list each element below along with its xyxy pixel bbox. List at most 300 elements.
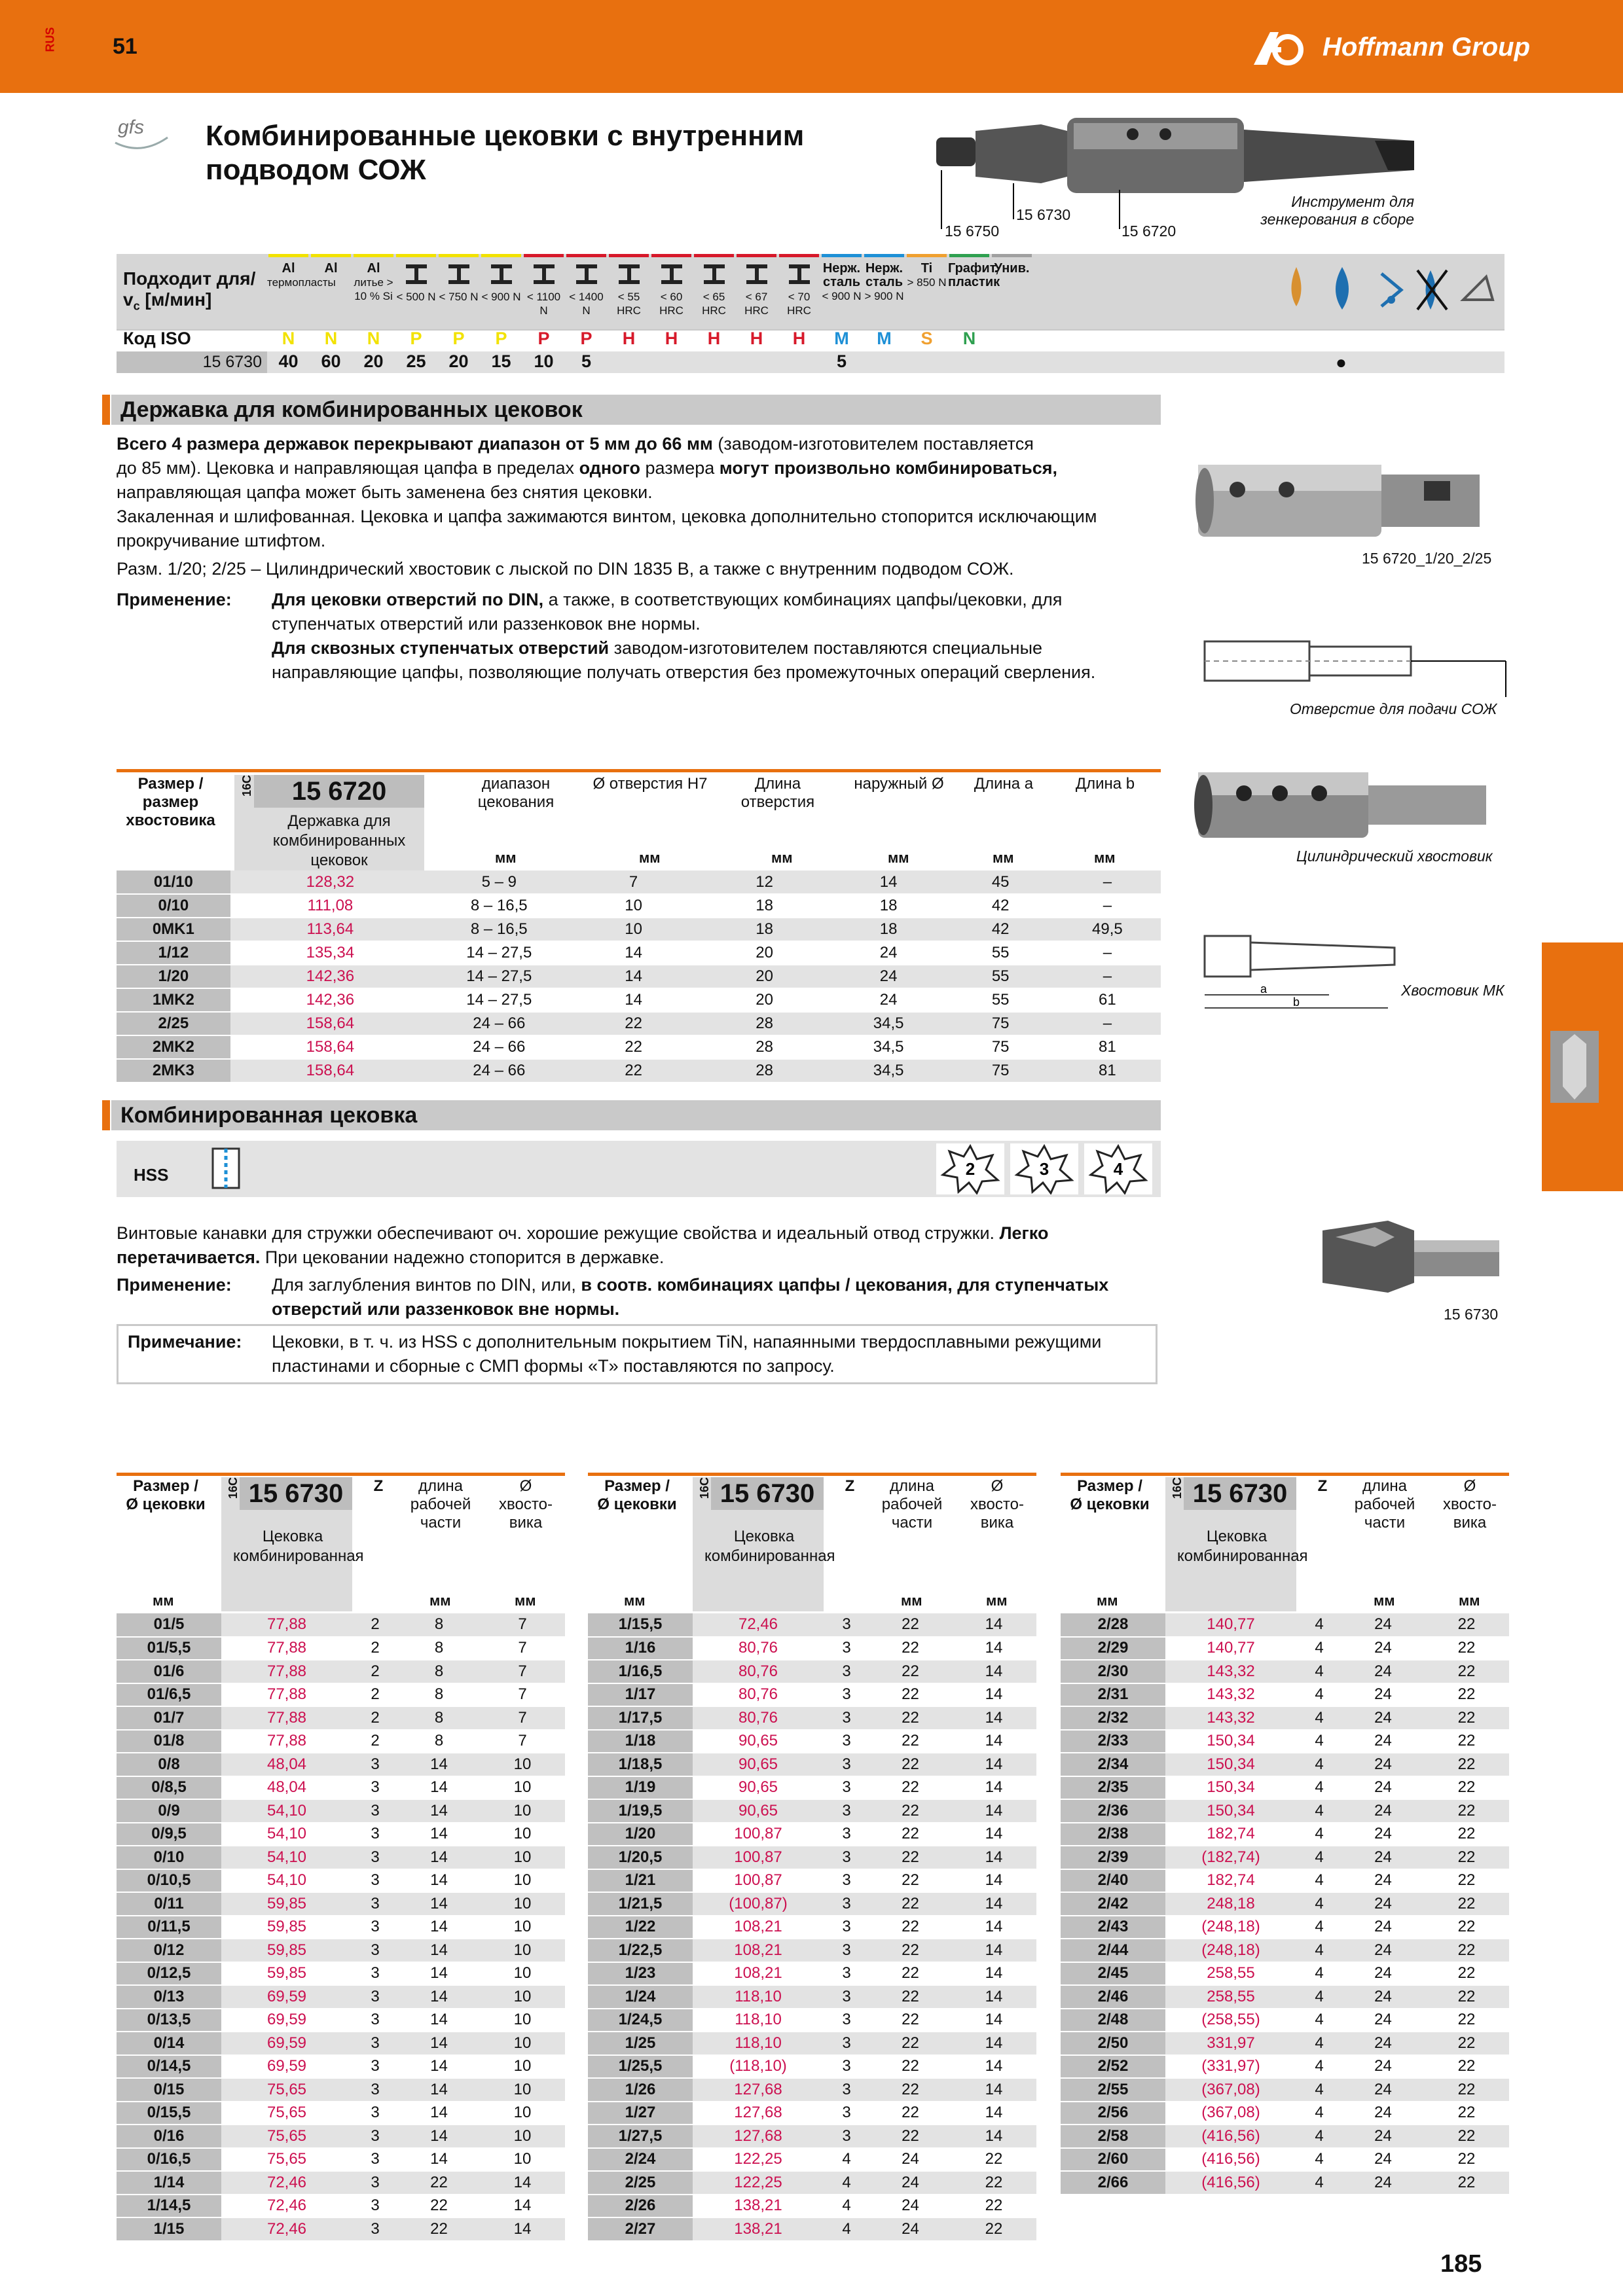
iso-label: Код ISO [123,329,191,348]
value-cell: 24 [1342,1799,1424,1823]
value-cell: 22 [869,1706,951,1730]
price-cell: 90,65 [693,1753,824,1776]
size-cell: 2/25 [588,2171,693,2195]
dry-icon [1417,270,1447,310]
size-cell: 2/38 [1061,1823,1165,1846]
table-row [588,1730,1036,1753]
chapter-number: 51 [113,34,137,59]
svg-text:3: 3 [1039,1159,1049,1179]
size-cell: 0/15,5 [117,2102,221,2125]
cutter-table-header: Размер / Ø цековки 16C 15 6730 Цековка комбинированная Z длина рабочей части Ø хвосто- вика мм мм мм [588,1476,1036,1613]
value-cell: 22 [1424,1939,1509,1962]
value-cell: 14 [398,2055,480,2079]
value-cell: 3 [352,1799,398,1823]
value-cell: 22 [1424,1776,1509,1800]
price-cell: 69,59 [221,2032,352,2055]
value-cell: 42 [947,918,1054,941]
price-cell: 100,87 [693,1823,824,1846]
value-cell: 4 [1296,1613,1342,1637]
table-row [1061,1823,1509,1846]
table-row [117,1799,565,1823]
size-cell: 0/8,5 [117,1776,221,1800]
value-cell: 22 [869,1823,951,1846]
value-cell: 10 [480,1823,565,1846]
value-cell: 14 [951,1637,1036,1660]
material-column: Al [324,261,338,276]
value-cell: 24 [1342,2148,1424,2172]
table-row [1061,1776,1509,1800]
material-color-bar [311,254,351,257]
table-row [117,1985,565,2009]
table-row [117,965,1161,988]
value-cell: 14 [568,941,699,965]
size-cell: 0/14 [117,2032,221,2055]
value-cell: 10 [480,2078,565,2102]
price-cell: (182,74) [1165,1846,1296,1869]
value-cell: 3 [352,1985,398,2009]
value-cell: 14 [398,1823,480,1846]
price-cell: 158,64 [230,1059,430,1083]
price-cell: 127,68 [693,2078,824,2102]
value-cell: 18 [699,894,830,918]
material-column: < 750 N [437,262,480,304]
size-cell: 1MK2 [117,988,230,1012]
value-cell: 75 [947,1035,1054,1059]
price-cell: 128,32 [230,870,430,894]
mk-shank-drawing [1198,923,1460,1021]
header-bar [0,0,1623,93]
value-cell: 14 [951,1962,1036,1986]
table-row [117,2032,565,2055]
size-cell: 1/19 [588,1776,693,1800]
cutting-speed: 10 [534,351,554,371]
value-cell: 22 [1424,1637,1509,1660]
steel-profile-icon [446,262,472,287]
value-cell: 4 [1296,1730,1342,1753]
value-cell: 4 [1296,1683,1342,1707]
steel-profile-icon [403,262,429,287]
value-cell: 22 [568,1012,699,1035]
value-cell: 34,5 [830,1035,947,1059]
value-cell: 3 [352,1892,398,1916]
value-cell: 3 [352,2009,398,2032]
value-cell: 10 [480,1869,565,1893]
product-name: Державка для комбинированных цековок [254,812,424,870]
size-cell: 2/29 [1061,1637,1165,1660]
value-cell: 7 [480,1637,565,1660]
table-row [117,1059,1161,1083]
value-cell: 10 [480,1753,565,1776]
value-cell: 3 [824,2032,869,2055]
value-cell: 22 [869,2032,951,2055]
value-cell: 24 [1342,1753,1424,1776]
value-cell: 3 [352,2148,398,2172]
page-title: Комбинированные цековки с внутренним подводом СОЖ [206,120,805,186]
price-cell: 69,59 [221,2009,352,2032]
price-cell: 108,21 [693,1939,824,1962]
material-color-bar [268,254,308,257]
size-cell: 2/27 [588,2217,693,2241]
price-cell: 59,85 [221,1962,352,1986]
iso-code: P [410,329,422,348]
table-row [1061,1869,1509,1893]
value-cell: 22 [1424,1985,1509,2009]
iso-code: H [750,329,763,348]
value-cell: 24 [869,2148,951,2172]
size-cell: 2/55 [1061,2078,1165,2102]
value-cell: 24 [1342,1730,1424,1753]
material-column: < 500 N [395,262,437,304]
table-row [117,918,1161,941]
table-row [117,2055,565,2079]
price-cell: 75,65 [221,2078,352,2102]
value-cell: 20 [699,965,830,988]
value-cell: 7 [480,1706,565,1730]
value-cell: 14 [951,2102,1036,2125]
table-row [117,1035,1161,1059]
price-cell: 48,04 [221,1753,352,1776]
value-cell: 22 [1424,1753,1509,1776]
value-cell: 3 [824,2078,869,2102]
value-cell: 3 [824,1799,869,1823]
value-cell: 3 [352,1846,398,1869]
table-row [588,1916,1036,1939]
value-cell: 24 – 66 [430,1035,568,1059]
iso-code: P [452,329,465,348]
table-row [117,1846,565,1869]
table-row [1061,2055,1509,2079]
value-cell: 24 [1342,1892,1424,1916]
iso-code: M [834,329,849,348]
value-cell: 22 [1424,2171,1509,2195]
price-cell: (331,97) [1165,2055,1296,2079]
value-cell: 8 [398,1730,480,1753]
value-cell: 28 [699,1059,830,1083]
value-cell: 22 [568,1059,699,1083]
price-cell: 111,08 [230,894,430,918]
table-row [588,1869,1036,1893]
value-cell: 14 [398,2032,480,2055]
value-cell: 3 [352,2125,398,2148]
size-cell: 01/5,5 [117,1637,221,1660]
value-cell: 55 [947,941,1054,965]
size-cell: 0/9,5 [117,1823,221,1846]
material-color-bar [354,254,393,257]
size-cell: 2/39 [1061,1846,1165,1869]
value-cell: 24 [1342,2078,1424,2102]
value-cell: 20 [699,941,830,965]
value-cell: 14 [951,1846,1036,1869]
table-row [588,2102,1036,2125]
price-cell: (367,08) [1165,2078,1296,2102]
value-cell: 3 [352,1939,398,1962]
table-row [588,2171,1036,2195]
size-cell: 0/13,5 [117,2009,221,2032]
iso-code: N [367,329,380,348]
holder-table-header: Размер / размер хвостовика 16C 15 6720 Державка для комбинированных цековок диапазон цекования Ø отверстия H7 Длина отверстия наружный Ø Длина a Длина b мм мм мм мм мм мм [117,772,1161,870]
value-cell: 3 [824,2125,869,2148]
value-cell: 4 [1296,2009,1342,2032]
material-column: < 55 HRC [608,262,650,317]
value-cell: 10 [480,1892,565,1916]
value-cell: 4 [1296,2148,1342,2172]
material-column: Ti > 850 N [907,261,947,289]
table-row [1061,1683,1509,1707]
table-row [117,1939,565,1962]
col-len-a: Длина a [974,775,1034,793]
material-column: < 67 HRC [735,262,778,317]
value-cell: 14 [951,2032,1036,2055]
price-cell: 143,32 [1165,1706,1296,1730]
size-cell: 2/45 [1061,1962,1165,1986]
value-cell: 14 – 27,5 [430,988,568,1012]
value-cell: 14 [398,1799,480,1823]
price-cell: 142,36 [230,988,430,1012]
table-row [117,2009,565,2032]
value-cell: 3 [824,1985,869,2009]
table-row [117,1637,565,1660]
value-cell: 4 [1296,1799,1342,1823]
value-cell: 4 [1296,1985,1342,2009]
table-row [117,2148,565,2172]
holder-description: Всего 4 размера державок перекрывают диапазон от 5 мм до 66 мм (заводом-изготовителем поставляется до 85 мм). Цековка и направляющая цапфа в пределах одного размера могут произвольно комбинироваться, направляющая цапфа может быть заменена без снятия цековки. Закаленная и шлифованная. Цековка и цапфа зажимаются винтом, цековка дополнительно стопорится исключающим прокручивание штифтом. Разм. 1/20; 2/25 – Цилиндрический хвостовик с лыской по DIN 1835 B, а также с внутренним подводом СОЖ. [117,434,1097,579]
value-cell: 10 [480,1916,565,1939]
table-row [1061,1962,1509,1986]
value-cell: 10 [480,1776,565,1800]
price-cell: (416,56) [1165,2148,1296,2172]
value-cell: 24 [1342,1962,1424,1986]
size-cell: 2/56 [1061,2102,1165,2125]
value-cell: 24 [830,965,947,988]
price-cell: 113,64 [230,918,430,941]
price-cell: 143,32 [1165,1660,1296,1683]
table-row [588,1823,1036,1846]
value-cell: 3 [352,2055,398,2079]
size-cell: 2/25 [117,1012,230,1035]
value-cell: 24 [1342,1869,1424,1893]
table-row [1061,1846,1509,1869]
table-row [117,1869,565,1893]
table-row [588,1799,1036,1823]
value-cell: 24 [1342,1776,1424,1800]
dim-a-label: a [1260,982,1267,996]
value-cell: 22 [951,2195,1036,2218]
size-cell: 1/22,5 [588,1939,693,1962]
value-cell: 3 [352,1962,398,1986]
material-color-bar [396,254,436,257]
size-cell: 01/5 [117,1613,221,1637]
value-cell: 8 – 16,5 [430,918,568,941]
value-cell: 22 [869,2009,951,2032]
cutter-table [117,1613,565,2242]
value-cell: 22 [1424,1869,1509,1893]
hoffmann-logo-icon [1247,29,1319,68]
table-row [117,870,1161,894]
table-row [117,2217,565,2241]
price-cell: 100,87 [693,1846,824,1869]
value-cell: 24 [1342,1916,1424,1939]
value-cell: 22 [869,1613,951,1637]
iso-code: S [921,329,933,348]
value-cell: 22 [869,1799,951,1823]
price-cell: 108,21 [693,1916,824,1939]
price-cell: 48,04 [221,1776,352,1800]
table-row [117,988,1161,1012]
svg-text:2: 2 [965,1159,976,1179]
size-cell: 1/25,5 [588,2055,693,2079]
value-cell: 22 [869,1637,951,1660]
value-cell: 22 [869,1962,951,1986]
value-cell: 22 [1424,1892,1509,1916]
price-cell: 158,64 [230,1035,430,1059]
section-holder-title: Державка для комбинированных цековок [111,395,1161,425]
price-cell: 54,10 [221,1869,352,1893]
value-cell: 3 [352,1823,398,1846]
price-cell: 54,10 [221,1846,352,1869]
value-cell: 4 [1296,2125,1342,2148]
drill-icon [1550,1031,1599,1103]
value-cell: 22 [1424,1730,1509,1753]
steel-profile-icon [488,262,515,287]
price-cell: 122,25 [693,2148,824,2172]
cutting-speed: 5 [581,351,592,371]
value-cell: 24 [1342,1660,1424,1683]
size-cell: 0/12 [117,1939,221,1962]
value-cell: 3 [352,2171,398,2195]
table-row [588,1753,1036,1776]
value-cell: 22 [869,1660,951,1683]
size-cell: 2/28 [1061,1613,1165,1637]
value-cell: 8 [398,1613,480,1637]
value-cell: 24 [1342,1637,1424,1660]
value-cell: 4 [824,2217,869,2241]
table-row [1061,1753,1509,1776]
price-cell: 75,65 [221,2148,352,2172]
size-cell: 2/24 [588,2148,693,2172]
size-cell: 2/48 [1061,2009,1165,2032]
table-row [117,2078,565,2102]
size-cell: 1/22 [588,1916,693,1939]
iso-code: H [792,329,806,348]
table-row [117,1753,565,1776]
value-cell: 3 [824,1683,869,1707]
value-cell: 22 [1424,1660,1509,1683]
value-cell: 55 [947,965,1054,988]
value-cell: 22 [398,2217,480,2241]
value-cell: 22 [398,2171,480,2195]
table-row [1061,1985,1509,2009]
price-cell: (248,18) [1165,1939,1296,1962]
cutter-table [1061,1613,1509,2195]
table-row [117,1706,565,1730]
size-cell: 0/13 [117,1985,221,2009]
size-cell: 1/12 [117,941,230,965]
size-cell: 1/20 [588,1823,693,1846]
size-cell: 1/25 [588,2032,693,2055]
col-bore-len: Длина отверстия [740,775,815,811]
value-cell: 14 [398,2078,480,2102]
price-cell: 75,65 [221,2125,352,2148]
table-row [588,1776,1036,1800]
value-cell: – [1054,965,1161,988]
label-156720: 15 6720 [1122,223,1176,240]
value-cell: 14 [398,1753,480,1776]
material-color-bar [524,254,564,257]
table-row [117,1962,565,1986]
size-cell: 1/17 [588,1683,693,1707]
table-row [1061,1706,1509,1730]
size-cell: 0/16,5 [117,2148,221,2172]
price-cell: 72,46 [693,1613,824,1637]
value-cell: 8 [398,1660,480,1683]
price-cell: 127,68 [693,2102,824,2125]
air-icon [1463,277,1493,300]
size-cell: 2/36 [1061,1799,1165,1823]
value-cell: 42 [947,894,1054,918]
value-cell: 14 [568,988,699,1012]
steel-profile-icon [701,262,727,287]
value-cell: 14 [951,1776,1036,1800]
value-cell: 10 [480,1939,565,1962]
flute-count-icon [1084,1143,1152,1194]
value-cell: 24 [1342,2032,1424,2055]
value-cell: 5 – 9 [430,870,568,894]
holder-application-label: Применение: [117,590,232,609]
value-cell: 3 [352,2078,398,2102]
size-cell: 1/26 [588,2078,693,2102]
size-cell: 1/14 [117,2171,221,2195]
value-cell: 4 [824,2171,869,2195]
table-row [588,2009,1036,2032]
value-cell: 10 [480,1985,565,2009]
size-cell: 0/8 [117,1753,221,1776]
internal-coolant-icon [210,1145,242,1191]
material-column: < 1100 N [522,262,565,317]
mk-shank-caption: Хвостовик МК [1401,982,1504,999]
price-cell: 150,34 [1165,1776,1296,1800]
holder-table [117,870,1161,1083]
value-cell: 24 [1342,2055,1424,2079]
value-cell: 22 [1424,2078,1509,2102]
table-row [1061,1660,1509,1683]
table-row [588,2217,1036,2241]
material-color-bar [864,254,904,257]
value-cell: 20 [699,988,830,1012]
price-cell: 140,77 [1165,1613,1296,1637]
table-row [117,1613,565,1637]
material-column: < 60 HRC [650,262,693,317]
value-cell: 14 [398,1869,480,1893]
value-cell: 24 [1342,1683,1424,1707]
value-cell: 10 [480,2125,565,2148]
value-cell: 4 [1296,2055,1342,2079]
value-cell: 10 [480,2102,565,2125]
cutter-description: Винтовые канавки для стружки обеспечивают оч. хорошие режущие свойства и идеальный отвод стружки. Легко перетачивается. При цековании надежно стопорится в державке. [117,1223,1049,1267]
size-cell: 01/6,5 [117,1683,221,1707]
flute-count-icon [936,1143,1004,1194]
table-row [588,1985,1036,2009]
size-cell: 2/58 [1061,2125,1165,2148]
value-cell: 22 [869,2102,951,2125]
value-cell: 2 [352,1660,398,1683]
value-cell: 14 [951,1730,1036,1753]
iso-code: N [282,329,295,348]
price-cell: (416,56) [1165,2125,1296,2148]
value-cell: 4 [1296,1706,1342,1730]
table-row [588,1613,1036,1637]
iso-code: P [495,329,507,348]
price-cell: 72,46 [221,2195,352,2218]
